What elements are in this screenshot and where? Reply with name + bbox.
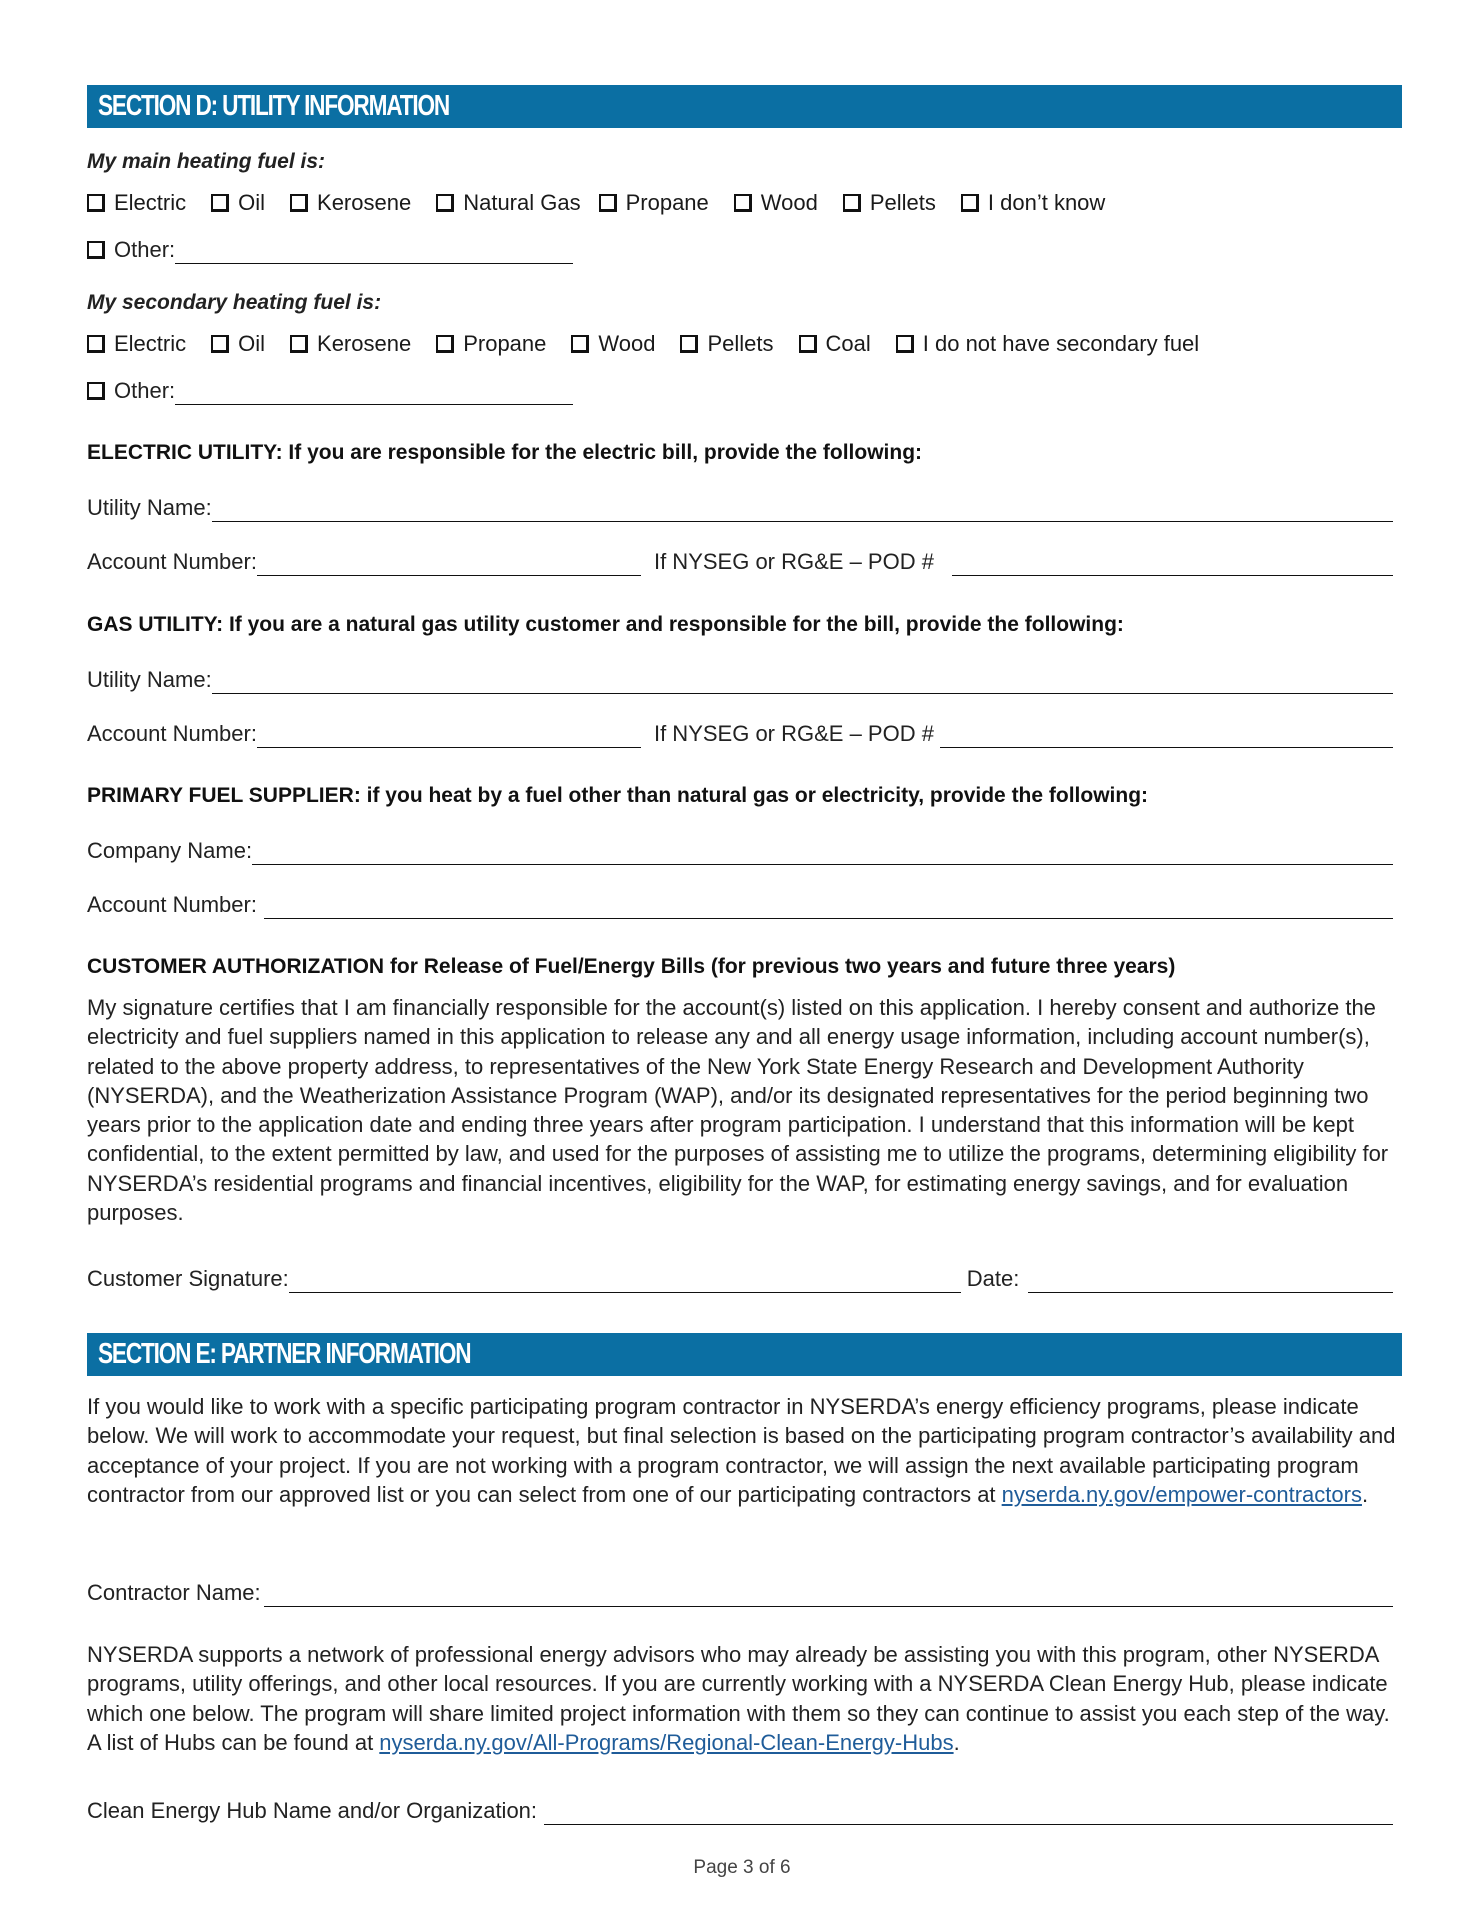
secondary-fuel-option-coal[interactable]: Coal xyxy=(799,330,871,358)
secondary-fuel-option-wood[interactable]: Wood xyxy=(571,330,655,358)
electric-utility-heading: ELECTRIC UTILITY: If you are responsible for the electric bill, provide the following: xyxy=(87,441,923,464)
fuel-account-number-field: Account Number: xyxy=(87,891,1393,919)
checkbox[interactable] xyxy=(87,241,105,259)
main-fuel-option-wood[interactable]: Wood xyxy=(734,189,818,217)
main-fuel-option-pellets[interactable]: Pellets xyxy=(843,189,936,217)
checkbox[interactable] xyxy=(211,335,229,353)
section-e-title: SECTION E: PARTNER INFORMATION xyxy=(98,1338,471,1370)
main-fuel-option-oil[interactable]: Oil xyxy=(211,189,265,217)
contractor-name-input[interactable] xyxy=(264,1584,1393,1607)
main-fuel-option-natural-gas[interactable]: Natural Gas xyxy=(436,189,580,217)
hub-name-input[interactable] xyxy=(544,1802,1393,1825)
main-fuel-other-input[interactable] xyxy=(175,241,573,264)
secondary-fuel-option-propane[interactable]: Propane xyxy=(436,330,546,358)
gas-utility-name-field: Utility Name: xyxy=(87,666,1393,694)
secondary-fuel-other xyxy=(87,377,573,405)
signature-date-input[interactable] xyxy=(1028,1270,1393,1293)
clean-energy-hubs-link[interactable]: nyserda.ny.gov/All-Programs/Regional-Clean-Energy-Hubs xyxy=(379,1729,954,1755)
checkbox[interactable] xyxy=(843,194,861,212)
main-fuel-option-propane[interactable]: Propane xyxy=(599,189,709,217)
checkbox[interactable] xyxy=(290,194,308,212)
checkbox[interactable] xyxy=(571,335,589,353)
electric-pod-input[interactable] xyxy=(952,553,1393,576)
signature-row: Customer Signature: Date: xyxy=(87,1265,1393,1293)
checkbox[interactable] xyxy=(290,335,308,353)
page-number: Page 3 of 6 xyxy=(693,1857,791,1878)
gas-account-number-input[interactable] xyxy=(257,725,641,748)
gas-utility-heading: GAS UTILITY: If you are a natural gas utility customer and responsible for the bill, provide the following: xyxy=(87,613,1124,636)
secondary-fuel-option-none[interactable]: I do not have secondary fuel xyxy=(896,330,1199,358)
secondary-fuel-option-pellets[interactable]: Pellets xyxy=(680,330,773,358)
main-fuel-option-kerosene[interactable]: Kerosene xyxy=(290,189,411,217)
electric-utility-name-input[interactable] xyxy=(212,499,1393,522)
main-fuel-options xyxy=(87,189,1130,217)
gas-account-row: Account Number: If NYSEG or RG&E – POD # xyxy=(87,720,1393,748)
electric-account-row: Account Number: If NYSEG or RG&E – POD # xyxy=(87,548,1393,576)
fuel-company-name-field: Company Name: xyxy=(87,837,1393,865)
main-fuel-label: My main heating fuel is: xyxy=(87,150,326,173)
main-fuel-option-other[interactable]: Other: xyxy=(87,236,573,264)
gas-utility-name-input[interactable] xyxy=(212,671,1393,694)
contractor-paragraph: If you would like to work with a specific participating program contractor in NYSERDA’s energy efficiency programs, please indicate below. We will work to accommodate your request, but final selection is based on the participating program contractor’s availability and acceptance of your project. If you are not working with a program contractor, we will assign the next available participating program contractor from our approved list or you can select from one of our participating contractors at nyserda.ny.gov/empower-contractors. xyxy=(87,1394,1396,1507)
hub-name-field: Clean Energy Hub Name and/or Organization: xyxy=(87,1797,1393,1825)
section-d-header xyxy=(87,85,1402,128)
primary-fuel-supplier-heading: PRIMARY FUEL SUPPLIER: if you heat by a fuel other than natural gas or electricity, provide the following: xyxy=(87,784,1149,807)
secondary-fuel-label: My secondary heating fuel is: xyxy=(87,291,382,314)
authorization-text: My signature certifies that I am financially responsible for the account(s) listed on this application. I hereby consent and authorize the electricity and fuel suppliers named in this application to release any and all energy usage information, including account number(s), related to the above property address, to representatives of the New York State Energy Research and Development Authority (NYSERDA), and the Weatherization Assistance Program (WAP), and/or its designated representatives for the period beginning two years prior to the application date and ending three years after program participation. I understand that this information will be kept confidential, to the extent permitted by law, and used for the purposes of assisting me to utilize the programs, determining eligibility for NYSERDA’s residential programs and financial incentives, eligibility for the WAP, for estimating energy savings, and for evaluation purposes. xyxy=(87,995,1389,1226)
main-fuel-option-electric[interactable]: Electric xyxy=(87,189,186,217)
checkbox[interactable] xyxy=(680,335,698,353)
secondary-fuel-other-input[interactable] xyxy=(175,382,573,405)
checkbox[interactable] xyxy=(961,194,979,212)
section-d-title: SECTION D: UTILITY INFORMATION xyxy=(98,90,450,122)
electric-utility-name-field: Utility Name: xyxy=(87,494,1393,522)
checkbox[interactable] xyxy=(436,335,454,353)
empower-contractors-link[interactable]: nyserda.ny.gov/empower-contractors xyxy=(1001,1481,1362,1507)
main-fuel-option-dont-know[interactable]: I don’t know xyxy=(961,189,1105,217)
fuel-account-number-input[interactable] xyxy=(264,896,1393,919)
secondary-fuel-options xyxy=(87,330,1224,358)
checkbox[interactable] xyxy=(87,194,105,212)
checkbox[interactable] xyxy=(211,194,229,212)
checkbox[interactable] xyxy=(799,335,817,353)
checkbox[interactable] xyxy=(87,382,105,400)
gas-pod-input[interactable] xyxy=(940,725,1393,748)
fuel-company-name-input[interactable] xyxy=(252,842,1393,865)
section-e-header xyxy=(87,1333,1402,1376)
main-fuel-other xyxy=(87,236,573,264)
secondary-fuel-option-oil[interactable]: Oil xyxy=(211,330,265,358)
contractor-name-field: Contractor Name: xyxy=(87,1579,1393,1607)
checkbox[interactable] xyxy=(436,194,454,212)
checkbox[interactable] xyxy=(87,335,105,353)
secondary-fuel-option-electric[interactable]: Electric xyxy=(87,330,186,358)
authorization-heading: CUSTOMER AUTHORIZATION for Release of Fuel/Energy Bills (for previous two years and future three years) xyxy=(87,955,1176,978)
checkbox[interactable] xyxy=(599,194,617,212)
secondary-fuel-option-other[interactable]: Other: xyxy=(87,377,573,405)
checkbox[interactable] xyxy=(896,335,914,353)
hub-paragraph: NYSERDA supports a network of professional energy advisors who may already be assisting you with this program, other NYSERDA programs, utility offerings, and other local resources. If you are currently working with a NYSERDA Clean Energy Hub, please indicate which one below. The program will share limited project information with them so they can continue to assist you each step of the way. A list of Hubs can be found at nyserda.ny.gov/All-Programs/Regional-Clean-Energy-Hubs. xyxy=(87,1642,1390,1755)
customer-signature-input[interactable] xyxy=(289,1270,961,1293)
secondary-fuel-option-kerosene[interactable]: Kerosene xyxy=(290,330,411,358)
checkbox[interactable] xyxy=(734,194,752,212)
electric-account-number-input[interactable] xyxy=(257,553,641,576)
